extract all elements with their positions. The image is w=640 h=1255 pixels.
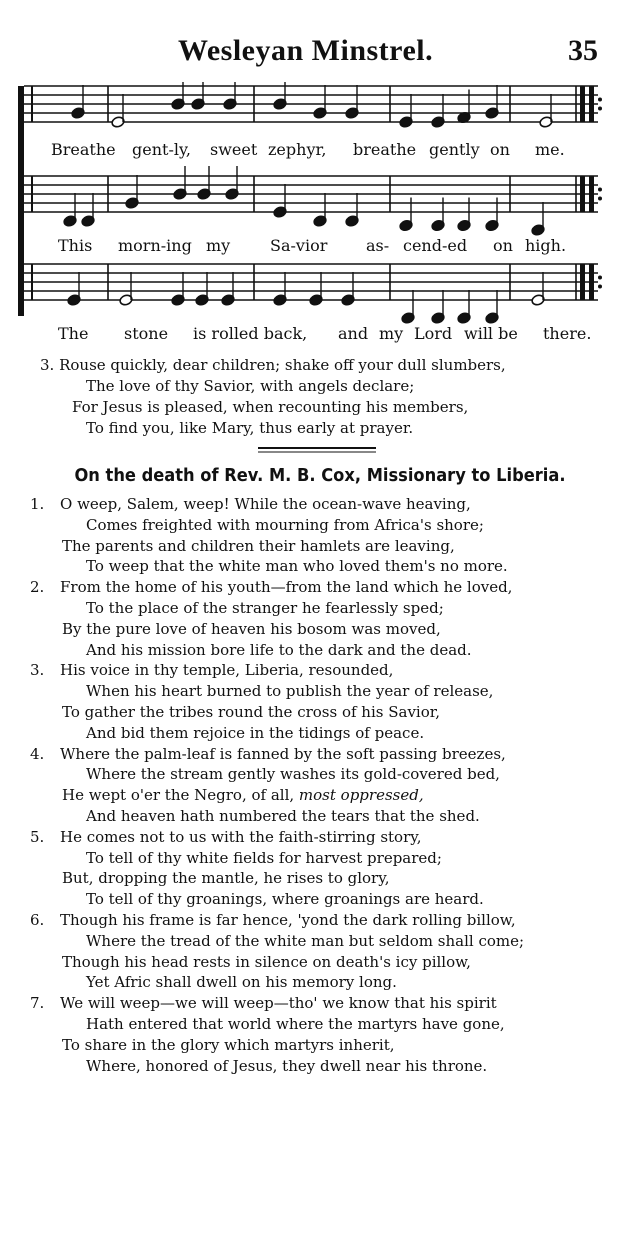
- music-score: [18, 82, 618, 350]
- lyric-syllable: zephyr,: [268, 140, 327, 159]
- lyric-syllable: This: [58, 236, 93, 255]
- poem-line: Comes freighted with mourning from Africa's shore;: [86, 515, 484, 534]
- lyric-syllable: morn-ing: [118, 236, 192, 255]
- running-title: Wesleyan Minstrel.: [178, 34, 434, 67]
- poem-stanza: [30, 660, 630, 743]
- lyric-syllable: cend-ed: [403, 236, 468, 255]
- lyric-syllable: Breathe: [51, 140, 116, 159]
- lyric-syllable: high.: [525, 236, 567, 255]
- stanza-line: For Jesus is pleased, when recounting his members,: [72, 398, 469, 416]
- poem-line: Where the tread of the white man but seldom shall come;: [86, 931, 525, 950]
- poem-line: To gather the tribes round the cross of his Savior,: [62, 702, 441, 721]
- stanza-line: [40, 355, 630, 376]
- final-barline: [589, 176, 594, 212]
- hymn-stanza-3: [40, 355, 630, 439]
- poem-line: He comes not to us with the faith-stirring story,: [60, 827, 422, 846]
- poem-line: O weep, Salem, weep! While the ocean-wave heaving,: [60, 495, 471, 513]
- poem-line: By the pure love of heaven his bosom was moved,: [62, 619, 441, 638]
- repeat-dot: [598, 107, 602, 111]
- page-header: [0, 34, 640, 74]
- poem-line: Though his frame is far hence, 'yond the dark rolling billow,: [60, 910, 516, 929]
- section-divider: [258, 446, 376, 454]
- stanza-number: 7.: [30, 994, 45, 1013]
- lyric-syllable: on: [493, 236, 513, 255]
- poem-line: From the home of his youth—from the land which he loved,: [60, 578, 513, 597]
- poem-line: [30, 785, 630, 806]
- lyric-syllable: breathe: [353, 140, 417, 159]
- poem-stanza: [30, 827, 630, 910]
- poem-line: But, dropping the mantle, he rises to glory,: [62, 869, 390, 888]
- stanza-number: 3.: [40, 356, 55, 374]
- lyric-syllable: gent-ly,: [132, 140, 191, 159]
- poem-line: Where the stream gently washes its gold-covered bed,: [86, 765, 500, 784]
- poem-line: And his mission bore life to the dark and the dead.: [86, 640, 472, 659]
- lyric-syllable: stone: [124, 324, 169, 343]
- poem-line: Though his head rests in silence on death's icy pillow,: [62, 952, 471, 971]
- lyric-syllable: The: [58, 324, 89, 343]
- lyric-syllable: Sa-vior: [270, 236, 328, 255]
- stanza-number: 1.: [30, 495, 45, 513]
- repeat-dot: [598, 285, 602, 289]
- lyric-syllable: on: [490, 140, 510, 159]
- stanza-number: 3.: [30, 661, 45, 680]
- poem-stanza: [30, 577, 630, 660]
- repeat-dot: [598, 276, 602, 280]
- system-bracket: [18, 86, 24, 316]
- poem-line: Where the palm-leaf is fanned by the soft passing breezes,: [60, 744, 506, 763]
- poem-line: When his heart burned to publish the year of release,: [86, 682, 494, 701]
- poem-line: The parents and children their hamlets are leaving,: [62, 536, 455, 555]
- poem-line: To tell of thy groanings, where groanings are heard.: [86, 890, 484, 909]
- lyric-syllable: gently: [429, 140, 480, 159]
- lyric-syllable: my: [206, 236, 231, 255]
- lyric-syllable: there.: [543, 324, 592, 343]
- poem-line: We will weep—we will weep—tho' we know that his spirit: [60, 994, 497, 1013]
- lyric-syllable: Lord: [414, 324, 453, 343]
- repeat-dot: [598, 197, 602, 201]
- final-barline: [589, 86, 594, 122]
- lyric-syllable: and: [338, 324, 369, 343]
- page-number: 35: [568, 34, 598, 67]
- repeat-dot: [598, 98, 602, 102]
- stanza-number: 6.: [30, 910, 45, 929]
- italic-phrase: most oppressed,: [298, 786, 424, 805]
- repeat-dot: [598, 188, 602, 192]
- lyric-syllable: as-: [366, 236, 390, 255]
- stanza-number: 4.: [30, 744, 45, 763]
- poem-line: To weep that the white man who loved them's no more.: [86, 557, 508, 576]
- poem-line: To share in the glory which martyrs inherit,: [62, 1035, 395, 1054]
- stanza-line: To find you, like Mary, thus early at prayer.: [86, 419, 414, 437]
- poem-stanza: [30, 494, 630, 577]
- poem-line: To the place of the stranger he fearlessly sped;: [86, 598, 444, 617]
- stanza-number: 5.: [30, 827, 45, 846]
- poem-line: His voice in thy temple, Liberia, resounded,: [60, 661, 394, 680]
- poem-line: Yet Afric shall dwell on his memory long.: [86, 973, 397, 992]
- stanza-line: The love of thy Savior, with angels declare;: [86, 377, 415, 395]
- poem-line: And bid them rejoice in the tidings of peace.: [86, 723, 425, 742]
- poem-title: On the death of Rev. M. B. Cox, Missionary to Liberia.: [74, 466, 566, 486]
- poem-stanza: [30, 993, 630, 1076]
- poem-line-text: He wept o'er the Negro, of all,: [62, 786, 299, 805]
- poem-body: [30, 494, 630, 1076]
- final-barline: [580, 86, 585, 122]
- lyric-syllable: will be: [464, 324, 518, 343]
- final-barline: [589, 264, 594, 300]
- poem-line: Where, honored of Jesus, they dwell near his throne.: [86, 1056, 488, 1075]
- final-barline: [580, 264, 585, 300]
- final-barline: [580, 176, 585, 212]
- lyric-syllable: is rolled back,: [193, 324, 308, 343]
- lyric-syllable: my: [379, 324, 404, 343]
- lyric-syllable: sweet: [210, 140, 258, 159]
- poem-line: Hath entered that world where the martyrs have gone,: [86, 1014, 505, 1033]
- poem-line: To tell of thy white fields for harvest prepared;: [86, 848, 442, 867]
- stanza-number: 2.: [30, 578, 45, 597]
- staff-notation: [18, 82, 618, 350]
- poem-line: And heaven hath numbered the tears that the shed.: [86, 806, 480, 825]
- poem-stanza: [30, 744, 630, 827]
- stanza-text: Rouse quickly, dear children; shake off your dull slumbers,: [59, 356, 506, 374]
- poem-stanza: [30, 910, 630, 993]
- lyric-syllable: me.: [535, 140, 565, 159]
